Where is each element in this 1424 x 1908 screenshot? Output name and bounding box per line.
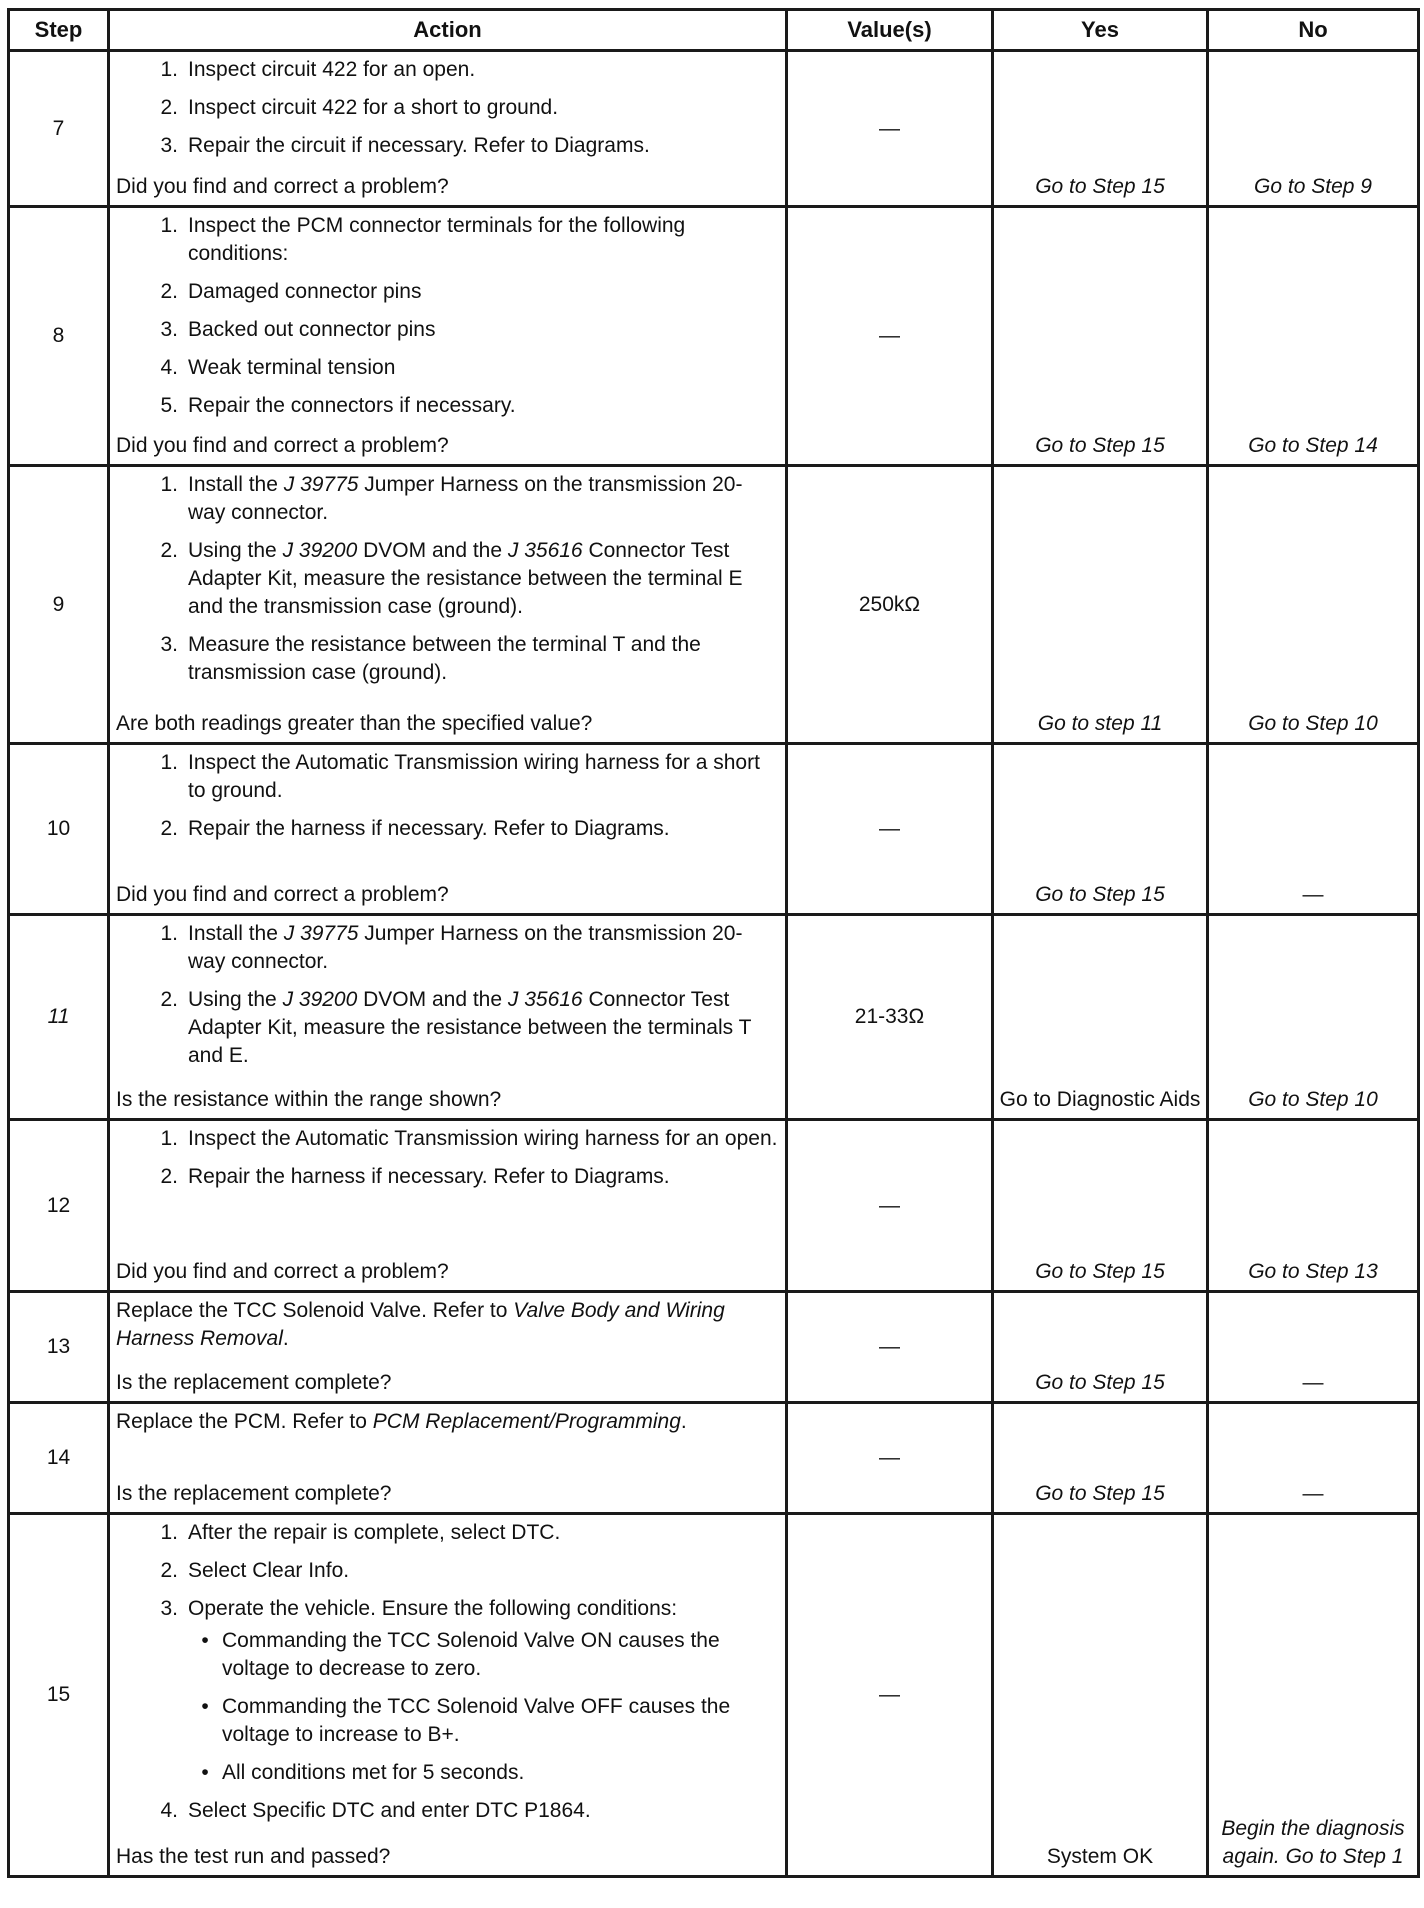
no-cell: Go to Step 10 xyxy=(1208,915,1419,1120)
instruction-item: 1. Install the J 39775 Jumper Harness on the transmission 20-way connector. xyxy=(160,473,743,524)
tool-reference: J 39200 xyxy=(282,988,358,1011)
yes-cell: Go to Step 15 xyxy=(993,207,1208,466)
instruction-item: 2. Select Clear Info. xyxy=(160,1559,350,1582)
instruction-item: 2. Using the J 39200 DVOM and the J 35616 Connector Test Adapter Kit, measure the resistance between the terminal E and the transmission case (ground). xyxy=(160,539,743,618)
diagnostic-table xyxy=(7,8,1420,1878)
yes-cell: Go to step 11 xyxy=(993,466,1208,744)
instruction-item: 3. Repair the circuit if necessary. Refer to Diagrams. xyxy=(160,134,650,157)
value-cell: — xyxy=(787,1403,993,1514)
header-values: Value(s) xyxy=(787,10,993,51)
step-row-7 xyxy=(9,51,1419,207)
question: Is the replacement complete? xyxy=(116,1482,392,1505)
value-cell: — xyxy=(787,744,993,915)
condition-item: • Commanding the TCC Solenoid Valve ON causes the voltage to decrease to zero. xyxy=(201,1629,720,1680)
question: Has the test run and passed? xyxy=(116,1845,391,1868)
instruction-list xyxy=(116,1519,779,1825)
header-row xyxy=(9,10,1419,51)
step-row-9 xyxy=(9,466,1419,744)
step-number: 7 xyxy=(9,51,109,207)
step-number: 12 xyxy=(9,1120,109,1292)
step-number: 10 xyxy=(9,744,109,915)
step-number: 13 xyxy=(9,1292,109,1403)
condition-list xyxy=(188,1627,779,1787)
value-cell: — xyxy=(787,1292,993,1403)
value-cell: — xyxy=(787,51,993,207)
instruction-paragraph: Replace the PCM. Refer to PCM Replacement/Programming. xyxy=(116,1410,687,1433)
step-number: 9 xyxy=(9,466,109,744)
tool-reference: J 35616 xyxy=(507,539,583,562)
no-cell: Go to Step 13 xyxy=(1208,1120,1419,1292)
header-no: No xyxy=(1208,10,1419,51)
header-action: Action xyxy=(109,10,787,51)
step-number: 8 xyxy=(9,207,109,466)
question: Is the replacement complete? xyxy=(116,1371,392,1394)
action-cell xyxy=(109,466,787,744)
tool-reference: J 39775 xyxy=(283,473,359,496)
step-row-13 xyxy=(9,1292,1419,1403)
instruction-list xyxy=(116,56,779,170)
instruction-item: 5. Repair the connectors if necessary. xyxy=(160,394,516,417)
instruction-item: 2. Damaged connector pins xyxy=(160,280,422,303)
instruction-item: 1. After the repair is complete, select DTC. xyxy=(160,1521,561,1544)
no-cell: — xyxy=(1208,1403,1419,1514)
instruction-item: 1. Install the J 39775 Jumper Harness on the transmission 20-way connector. xyxy=(160,922,743,973)
condition-item: • Commanding the TCC Solenoid Valve OFF causes the voltage to increase to B+. xyxy=(201,1695,731,1746)
step-row-8 xyxy=(9,207,1419,466)
instruction-item: 2. Inspect circuit 422 for a short to ground. xyxy=(160,96,559,119)
header-yes: Yes xyxy=(993,10,1208,51)
question: Did you find and correct a problem? xyxy=(116,1260,449,1283)
yes-cell: Go to Step 15 xyxy=(993,1292,1208,1403)
instruction-item: 3. Operate the vehicle. Ensure the following conditions: • Commanding the TCC Solenoid Valve ON causes the voltage to decrease to zero. • Commanding the TCC Solenoid Valve OFF causes the voltage to increase to B+. • All conditions met for 5 seconds. xyxy=(116,1595,779,1787)
yes-cell: Go to Step 15 xyxy=(993,1120,1208,1292)
action-cell xyxy=(109,1514,787,1877)
question: Are both readings greater than the specified value? xyxy=(116,712,593,735)
action-cell xyxy=(109,1292,787,1403)
instruction-list xyxy=(116,1125,779,1201)
instruction-paragraph: Replace the TCC Solenoid Valve. Refer to Valve Body and Wiring Harness Removal. xyxy=(116,1299,725,1350)
tool-reference: J 39200 xyxy=(282,539,358,562)
value-cell: — xyxy=(787,1120,993,1292)
action-cell xyxy=(109,1120,787,1292)
action-cell xyxy=(109,51,787,207)
value-cell: — xyxy=(787,207,993,466)
yes-cell: Go to Step 15 xyxy=(993,1403,1208,1514)
instruction-item: 4. Select Specific DTC and enter DTC P1864. xyxy=(160,1799,591,1822)
instruction-list xyxy=(116,471,779,687)
action-cell xyxy=(109,915,787,1120)
step-row-10 xyxy=(9,744,1419,915)
action-cell xyxy=(109,1403,787,1514)
header-step: Step xyxy=(9,10,109,51)
instruction-item: 1. Inspect the Automatic Transmission wiring harness for an open. xyxy=(160,1127,778,1150)
no-cell: Go to Step 14 xyxy=(1208,207,1419,466)
value-cell: 250kΩ xyxy=(787,466,993,744)
question: Did you find and correct a problem? xyxy=(116,883,449,906)
instruction-item: 3. Measure the resistance between the terminal T and the transmission case (ground). xyxy=(160,633,701,684)
no-cell: Go to Step 9 xyxy=(1208,51,1419,207)
action-cell xyxy=(109,744,787,915)
instruction-item: 2. Using the J 39200 DVOM and the J 35616 Connector Test Adapter Kit, measure the resistance between the terminals T and E. xyxy=(160,988,752,1067)
question: Is the resistance within the range shown? xyxy=(116,1088,502,1111)
step-number: 11 xyxy=(9,915,109,1120)
instruction-item: 1. Inspect the Automatic Transmission wiring harness for a short to ground. xyxy=(160,751,760,802)
question: Did you find and correct a problem? xyxy=(116,434,449,457)
no-cell: — xyxy=(1208,1292,1419,1403)
instruction-item: 2. Repair the harness if necessary. Refer to Diagrams. xyxy=(160,817,670,840)
instruction-list xyxy=(116,212,779,420)
question: Did you find and correct a problem? xyxy=(116,175,449,198)
yes-cell: Go to Step 15 xyxy=(993,744,1208,915)
instruction-item: 2. Repair the harness if necessary. Refer to Diagrams. xyxy=(160,1165,670,1188)
condition-item: • All conditions met for 5 seconds. xyxy=(201,1761,525,1784)
yes-cell: Go to Diagnostic Aids xyxy=(993,915,1208,1120)
instruction-list xyxy=(116,920,779,1070)
tool-reference: J 35616 xyxy=(507,988,583,1011)
instruction-item: 1. Inspect circuit 422 for an open. xyxy=(160,58,476,81)
instruction-item: 4. Weak terminal tension xyxy=(160,356,396,379)
step-number: 14 xyxy=(9,1403,109,1514)
step-row-14 xyxy=(9,1403,1419,1514)
tool-reference: J 39775 xyxy=(283,922,359,945)
procedure-reference: Valve Body and Wiring Harness Removal xyxy=(116,1299,725,1350)
step-row-11 xyxy=(9,915,1419,1120)
action-cell xyxy=(109,207,787,466)
no-cell: Begin the diagnosis again. Go to Step 1 xyxy=(1208,1514,1419,1877)
no-cell: — xyxy=(1208,744,1419,915)
procedure-reference: PCM Replacement/Programming xyxy=(372,1410,681,1433)
value-cell: — xyxy=(787,1514,993,1877)
instruction-item: 3. Backed out connector pins xyxy=(160,318,436,341)
instruction-list xyxy=(116,749,779,853)
instruction-item: 1. Inspect the PCM connector terminals for the following conditions: xyxy=(160,214,686,265)
yes-cell: Go to Step 15 xyxy=(993,51,1208,207)
value-cell: 21-33Ω xyxy=(787,915,993,1120)
step-row-15 xyxy=(9,1514,1419,1877)
yes-cell: System OK xyxy=(993,1514,1208,1877)
step-row-12 xyxy=(9,1120,1419,1292)
no-cell: Go to Step 10 xyxy=(1208,466,1419,744)
step-number: 15 xyxy=(9,1514,109,1877)
